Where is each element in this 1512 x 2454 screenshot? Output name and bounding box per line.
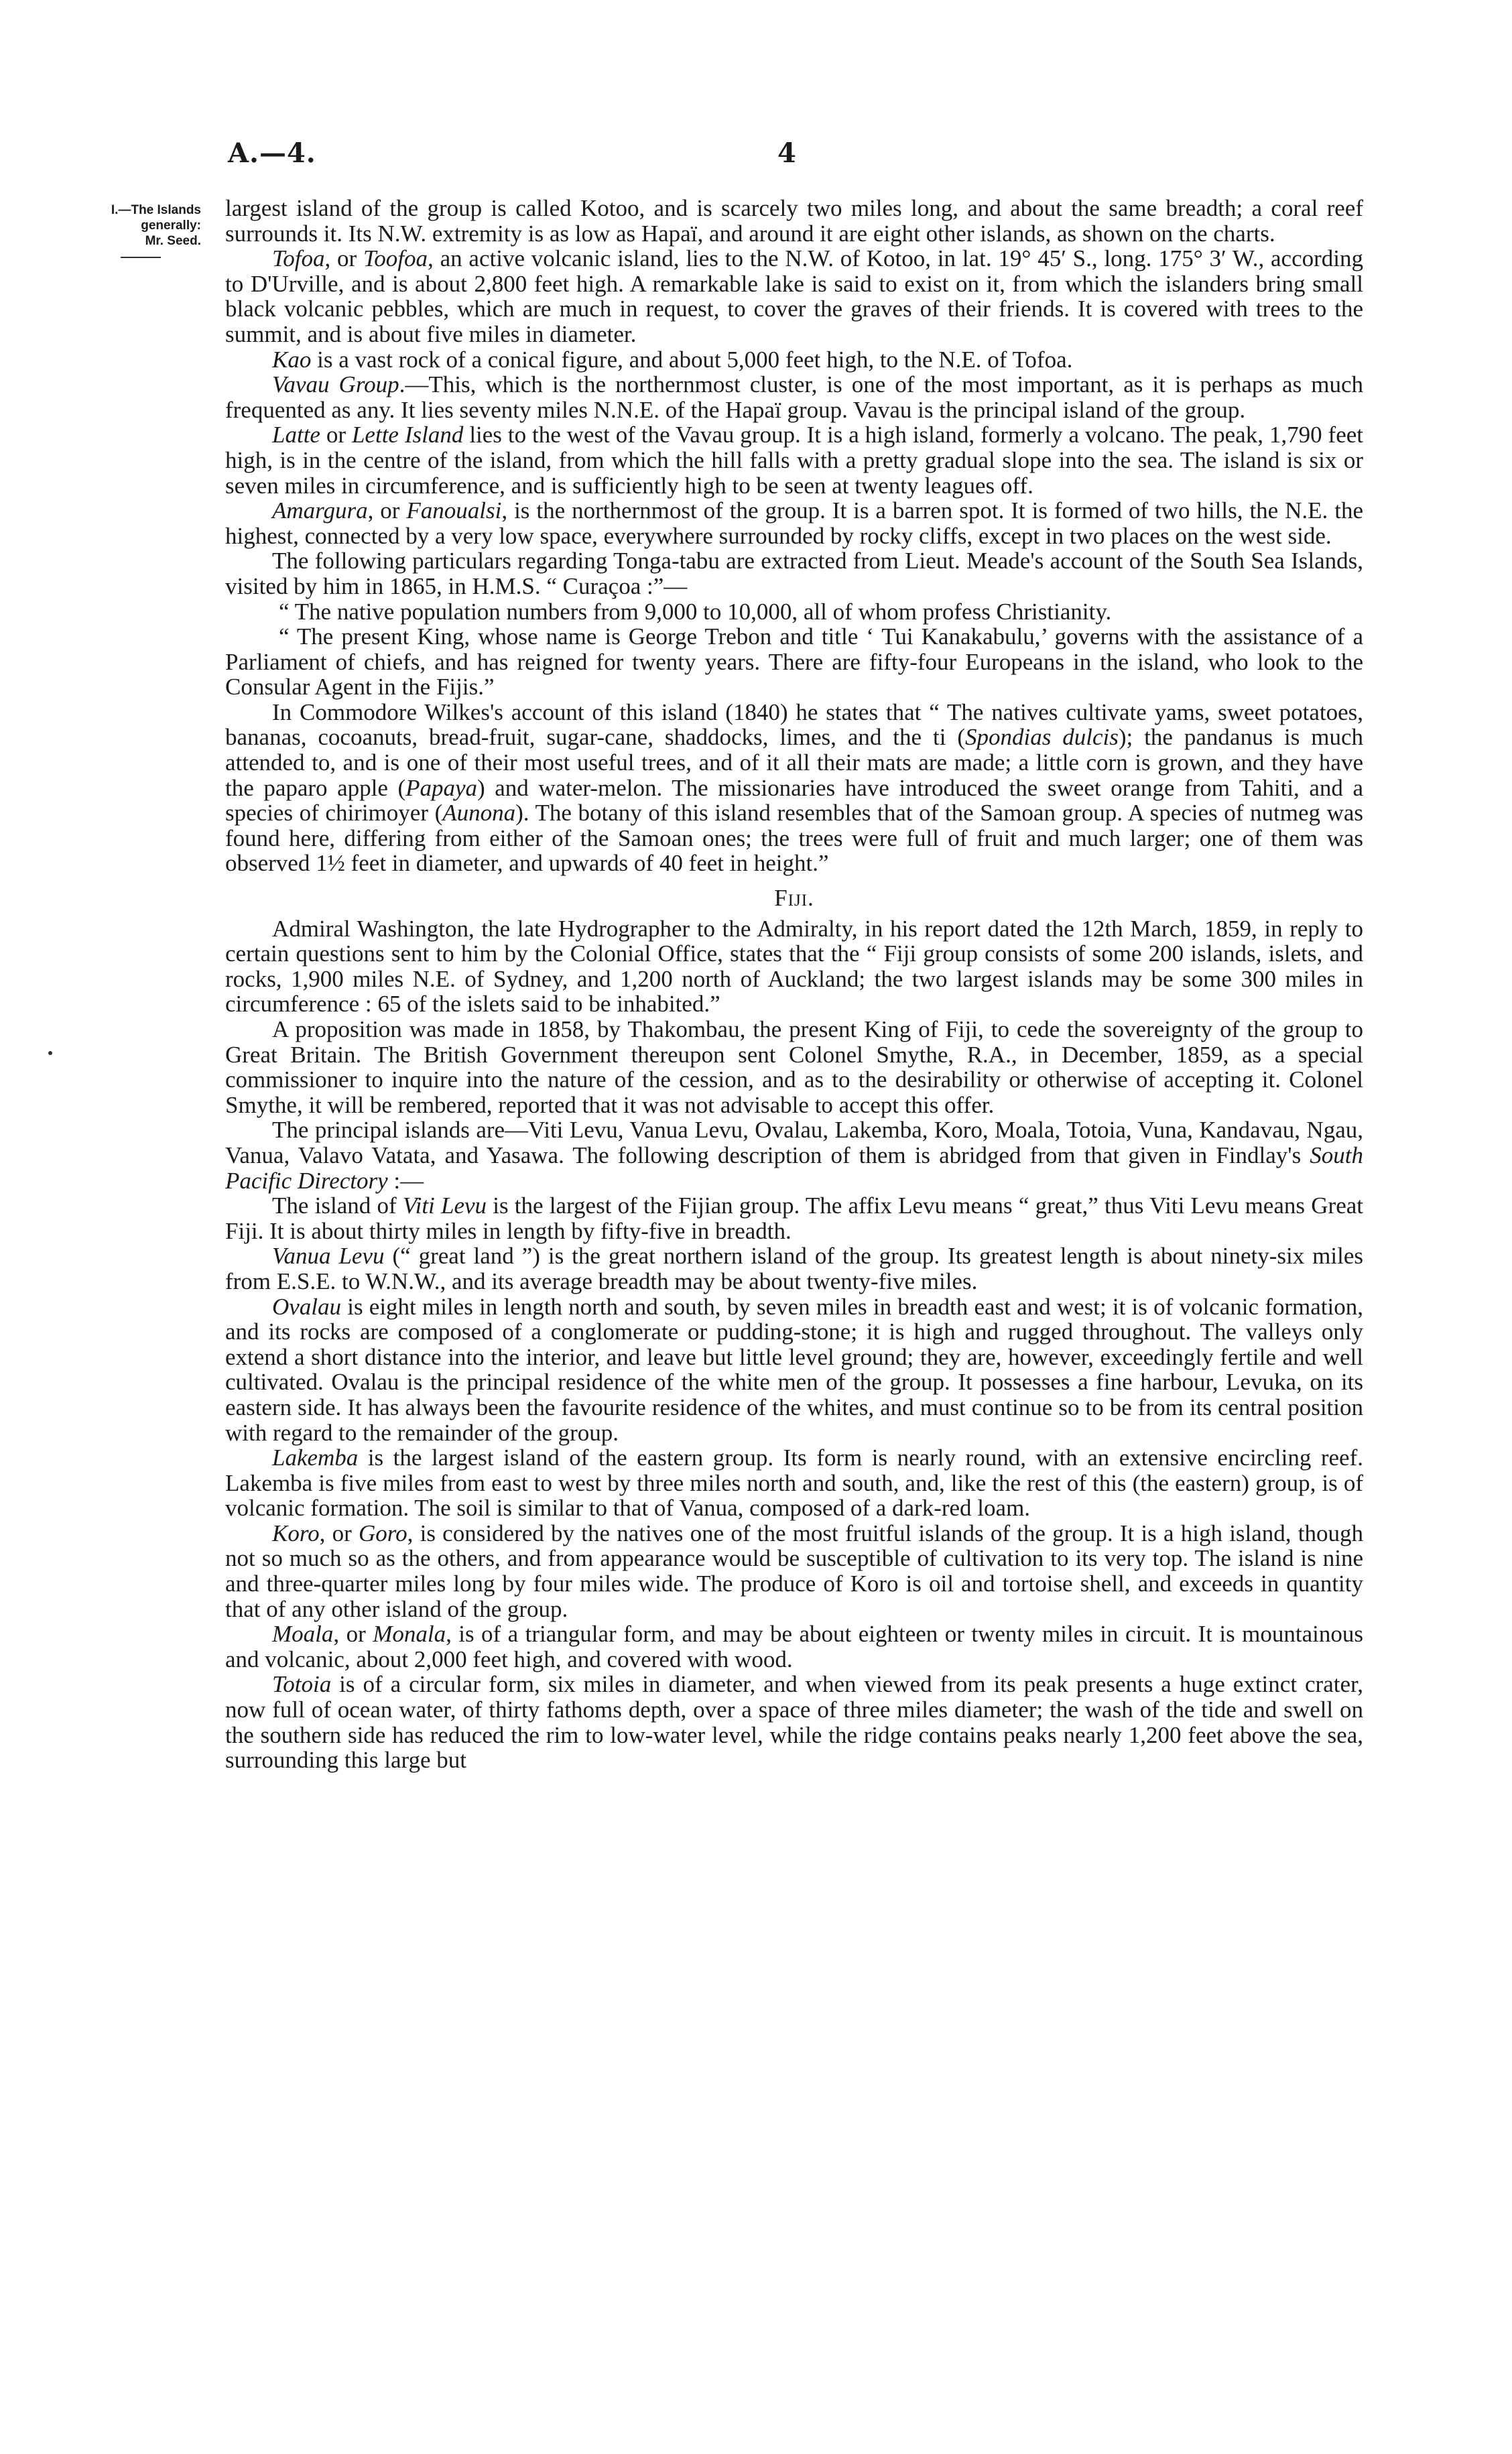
paragraph [225,1621,1363,1672]
italic-text: Tofoa [272,245,325,272]
text-run: ) and water-melon. The missionaries have introduced the sweet orange from Tahiti, and a species of chirimoyer ( [225,774,1363,826]
text-run: Admiral Washington, the late Hydrographer to the Admiralty, in his report dated the 12th March, 1859, in reply to certain questions sent to him by the Colonial Office, states that the “ Fiji group consists of some 200 islands, islets, and rocks, 1,900 miles N.E. of Sydney, and 1,200 north of Auckland; the two largest islands may be some 300 miles in circumference : 65 of the islets said to be inhabited.” [225,915,1363,1018]
text-run: “ The native population numbers from 9,000 to 10,000, all of whom profess Christianity. [279,598,1112,625]
text-run: , or [324,245,364,272]
text-run: , or [367,497,407,524]
text-run: “ The present King, whose name is George Trebon and title ‘ Tui Kanakabulu,’ governs with the assistance of a Parliament of chiefs, and has reigned for twenty years. There are fifty-four Europeans in the island, who look to the Consular Agent in the Fijis.” [225,623,1363,700]
text-run: ); the pandanus is much attended to, and is one of their most useful trees, and of it all their mats are made; a little corn is grown, and they have the paparo apple ( [225,724,1364,801]
paragraph [225,1294,1363,1446]
paragraph [225,196,1363,246]
italic-text: Kao [272,346,312,373]
text-run: is the largest island of the eastern group. Its form is nearly round, with an extensive encircling reef. Lakemba is five miles from east to west by three miles north and south, and, like the rest of this (the eastern) group, is of volcanic formation. The soil is similar to that of Vanua, composed of a dark-red loam. [225,1445,1363,1522]
text-run: lies to the west of the Vavau group. It is a high island, formerly a volcano. The peak, 1,790 feet high, is in the centre of the island, from which the hill falls with a pretty gradual slope into the sea. The island is six or seven miles in circumference, and is sufficiently high to be seen at twenty leagues off. [225,422,1364,499]
text-run: (“ great land ”) is the great northern island of the group. Its greatest length is about ninety-six miles from E.S.E. to W.N.W., and its average breadth may be about twenty-five miles. [225,1243,1363,1294]
text-run: , is the northernmost of the group. It is a barren spot. It is formed of two hills, the N.E. the highest, connected by a very low space, everywhere surrounded by rocky cliffs, except in two places on the west side. [225,497,1364,549]
italic-text: Koro [272,1520,320,1546]
italic-text: Papaya [405,774,478,801]
italic-text: Toofoa [363,245,428,272]
paragraph [225,1193,1363,1243]
italic-text: Totoia [272,1671,332,1698]
text-run: is a vast rock of a conical figure, and about 5,000 feet high, to the N.E. of Tofoa. [311,346,1073,373]
paragraph [225,599,1363,625]
text-run: ). The botany of this island resembles that of the Samoan group. A species of nutmeg was found here, differing from either of the Samoan ones; the trees were full of fruit and much larger; one of them was observed 1½ feet in diameter, and upwards of 40 feet in height.” [225,800,1363,877]
text-run: A proposition was made in 1858, by Thakombau, the present King of Fiji, to cede the sovereignty of the group to Great Britain. The British Government thereupon sent Colonel Smythe, R.A., in December, 1859, as a special commissioner to inquire into the nature of the cession, and as to the desirability or otherwise of accepting it. Colonel Smythe, it will be rembered, reported that it was not advisable to accept this offer. [225,1016,1363,1118]
italic-text: Lette Island [351,422,464,448]
text-run: In Commodore Wilkes's account of this island (1840) he states that “ The natives cultivate yams, sweet potatoes, bananas, cocoanuts, bread-fruit, sugar-cane, shaddocks, limes, and the ti ( [225,698,1363,751]
italic-text: Vavau Group [272,371,399,398]
text-run: :— [387,1167,424,1194]
text-run: , an active volcanic island, lies to the N.W. of Kotoo, in lat. 19° 45′ S., long. 175° 3′ W., according to D'Urville, and is about 2,800 feet high. A remarkable lake is said to exist on it, from which the islanders bring small black volcanic pebbles, which are much in request, to cover the graves of their friends. It is covered with trees to the summit, and is about five miles in diameter. [225,245,1364,347]
italic-text: Moala [272,1621,334,1648]
paragraph [225,624,1363,700]
text-run: is the largest of the Fijian group. The affix Levu means “ great,” thus Viti Levu means Great Fiji. It is about thirty miles in length by fifty-five in breadth. [225,1192,1363,1244]
paragraph [225,1017,1363,1117]
italic-text: Latte [272,422,320,448]
margin-rule [121,257,161,258]
paragraph [225,700,1363,876]
text-run: , or [319,1520,359,1546]
italic-text: South Pacific Directory [225,1142,1363,1194]
paragraph [225,372,1363,422]
text-run: , or [333,1621,373,1648]
page-number: 4 [777,137,796,169]
text-run: The following particulars regarding Tonga-tabu are extracted from Lieut. Meade's account of the South Sea Islands, visited by him in 1865, in H.M.S. “ Curaçoa :”— [225,548,1363,599]
text-run: , is considered by the natives one of the most fruitful islands of the group. It is a high island, though not so much so as the others, and from appearance would be susceptible of cultivation to its very top. The island is nine and three-quarter miles long by four miles wide. The produce of Koro is oil and tortoise shell, and exceeds in quantity that of any other island of the group. [225,1520,1363,1622]
paragraph [225,548,1363,599]
text-run: largest island of the group is called Kotoo, and is scarcely two miles long, and about the same breadth; a coral reef surrounds it. Its N.W. extremity is as low as Hapaï, and around it are eight other islands, as shown on the charts. [225,195,1363,247]
document-reference: A.—4. [228,137,316,169]
page-header [0,137,1512,178]
margin-note-line: Mr. Seed. [145,234,201,248]
text-run: The principal islands are—Viti Levu, Vanua Levu, Ovalau, Lakemba, Koro, Moala, Totoia, Vuna, Kandavau, Ngau, Vanua, Valavo Vatata, and Yasawa. The following description of them is abridged from that given in Findlay's [225,1117,1363,1168]
paragraph [225,498,1363,548]
text-run: or [320,422,352,448]
text-run: is of a circular form, six miles in diameter, and when viewed from its peak presents a huge extinct crater, now full of ocean water, of thirty fathoms depth, over a space of three miles diameter; the wash of the tide and swell on the southern side has reduced the rim to low-water level, while the ridge contains peaks nearly 1,200 feet above the sea, surrounding this large but [225,1671,1363,1774]
paragraph [225,246,1363,347]
italic-text: Vanua Levu [272,1243,385,1270]
paragraph [225,1521,1363,1621]
text-run: , is of a triangular form, and may be about eighteen or twenty miles in circuit. It is mountainous and volcanic, about 2,000 feet high, and covered with wood. [225,1621,1363,1672]
paragraph [225,422,1363,498]
text-run: The island of [272,1192,403,1219]
paragraph [225,1445,1363,1521]
paragraph [225,1672,1363,1772]
margin-note [40,202,201,258]
paragraph [225,916,1363,1017]
margin-note-line: generally: [141,219,201,233]
paragraph [225,1117,1363,1193]
paragraph [225,1243,1363,1294]
italic-text: Amargura [272,497,368,524]
italic-text: Spondias dulcis [965,724,1119,751]
italic-text: Viti Levu [402,1192,487,1219]
section-heading [225,885,1363,911]
paragraph [225,347,1363,373]
margin-note-line: I.—The Islands [111,203,201,217]
text-run: is eight miles in length north and south, by seven miles in breadth east and west; it is of volcanic formation, and its rocks are composed of a conglomerate or pudding-stone; it is high and rugged throughout. The valleys only extend a short distance into the interior, and leave but little level ground; they are, however, exceedingly fertile and well cultivated. Ovalau is the principal residence of the white men of the group. It possesses a fine harbour, Levuka, on its eastern side. It has always been the favourite residence of the whites, and must continue so to be from its central position with regard to the remainder of the group. [225,1293,1363,1446]
italic-text: Lakemba [272,1445,359,1471]
italic-text: Ovalau [272,1293,342,1320]
italic-text: Goro [359,1520,407,1546]
body-text [225,196,1363,1773]
text-run: Fiji. [774,885,814,912]
stray-mark [48,1051,52,1055]
italic-text: Fanoualsi [406,497,502,524]
text-run: .—This, which is the northernmost cluster, is one of the most important, as it is perhaps as much frequented as any. It lies seventy miles N.N.E. of the Hapaï group. Vavau is the principal island of the group. [225,371,1363,423]
italic-text: Aunona [442,800,516,826]
italic-text: Monala [373,1621,446,1648]
